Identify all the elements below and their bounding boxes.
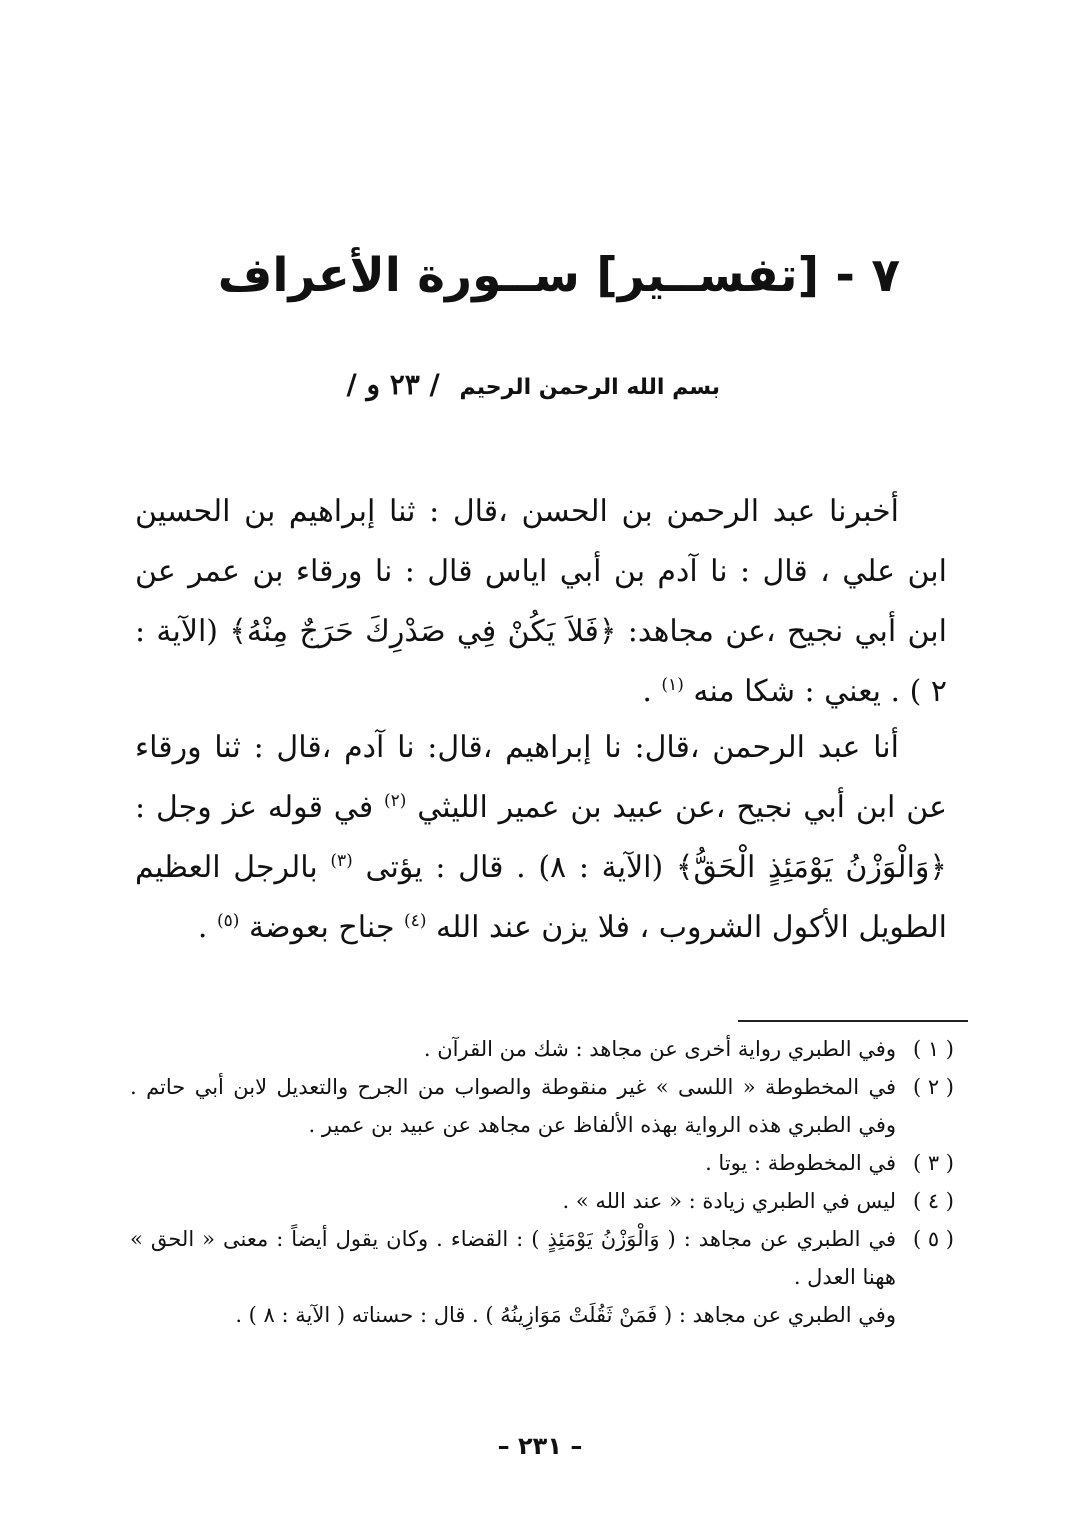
footnote-text: وفي الطبري رواية أخرى عن مجاهد : شك من القرآن . (423, 1037, 896, 1061)
footnote-1 (130, 1030, 954, 1068)
paragraph-2-seg-4: جناح بعوضة (248, 910, 405, 945)
paragraph-2-seg-2: في قوله عز وجل : ﴿وَالْوَزْنُ يَوْمَئِذٍ الْحَقُّ﴾ (الآية : ٨) . قال : يؤتى (135, 790, 947, 885)
footnote-text: في المخطوطة : يوتا . (705, 1151, 896, 1175)
paragraph-2 (135, 718, 947, 958)
footnote-number: ( ٢ ) (912, 1075, 954, 1099)
paragraph-2-seg-1: أنا عبد الرحمن ،قال: نا إبراهيم ،قال: نا آدم ،قال : ثنا ورقاء عن ابن أبي نجيح ،عن عبيد بن عمير الليثي (135, 730, 947, 825)
footnote-ref-5: (٥) (217, 911, 240, 931)
basmala-calligraphy: بسم الله الرحمن الرحيم (459, 375, 720, 400)
paragraph-1 (135, 482, 947, 722)
footnote-5 (130, 1220, 954, 1296)
footnote-number: ( ٥ ) (912, 1227, 954, 1251)
footnote-text: في المخطوطة « اللسى » غير منقوطة والصواب من الجرح والتعديل لابن أبي حاتم . وفي الطبري هذه الرواية بهذه الألفاظ عن مجاهد عن عبيد بن عمير . (130, 1075, 896, 1137)
paragraph-2-end: . (197, 910, 217, 945)
footnote-ref-2: (٢) (384, 791, 407, 811)
paragraph-1-text: أخبرنا عبد الرحمن بن الحسن ،قال : ثنا إبراهيم بن الحسين ابن علي ، قال : نا آدم بن أبي اياس قال : نا ورقاء بن عمر عن ابن أبي نجيح ،عن مجاهد: ﴿فَلاَ يَكُنْ فِي صَدْرِكَ حَرَجٌ مِنْهُ﴾ (الآية : ٢ ) . يعني : شكا منه (135, 494, 947, 709)
footnotes-list (130, 1030, 954, 1334)
footnote-text: ليس في الطبري زيادة : « عند الله » . (562, 1189, 896, 1213)
footnote-number: ( ٣ ) (912, 1151, 954, 1175)
basmala-line (346, 368, 720, 401)
paragraph-2-seg-3: بالرجل العظيم الطويل الأكول الشروب ، فلا يزن عند الله (135, 850, 947, 945)
chapter-title: ٧ - [تفســير] ســورة الأعراف (217, 248, 900, 303)
footnote-ref-3: (٣) (330, 851, 353, 871)
footnote-number: ( ١ ) (912, 1037, 954, 1061)
footnote-ref-1: (١) (661, 675, 684, 695)
footnote-number: ( ٤ ) (912, 1189, 954, 1213)
footnote-5-extra-text: وفي الطبري عن مجاهد : ( فَمَنْ ثَقُلَتْ مَوَازِينُهُ ) . قال : حسناته ( الآية : ٨ ) . (235, 1303, 896, 1327)
footnote-text: في الطبري عن مجاهد : ( وَالْوَزْنُ يَوْمَئِذٍ ) : القضاء . وكان يقول أيضاً : معنى « الحق » ههنا العدل . (130, 1227, 896, 1289)
footnote-4 (130, 1182, 954, 1220)
manuscript-folio-marker: / ٢٣ و / (346, 368, 440, 401)
footnote-2 (130, 1068, 954, 1144)
page-number: – ٢٣١ – (497, 1432, 583, 1460)
paragraph-1-end: . (642, 674, 662, 709)
footnote-divider (738, 1020, 968, 1022)
footnote-3 (130, 1144, 954, 1182)
footnote-ref-4: (٤) (404, 911, 427, 931)
footnote-5-continuation (130, 1296, 954, 1334)
